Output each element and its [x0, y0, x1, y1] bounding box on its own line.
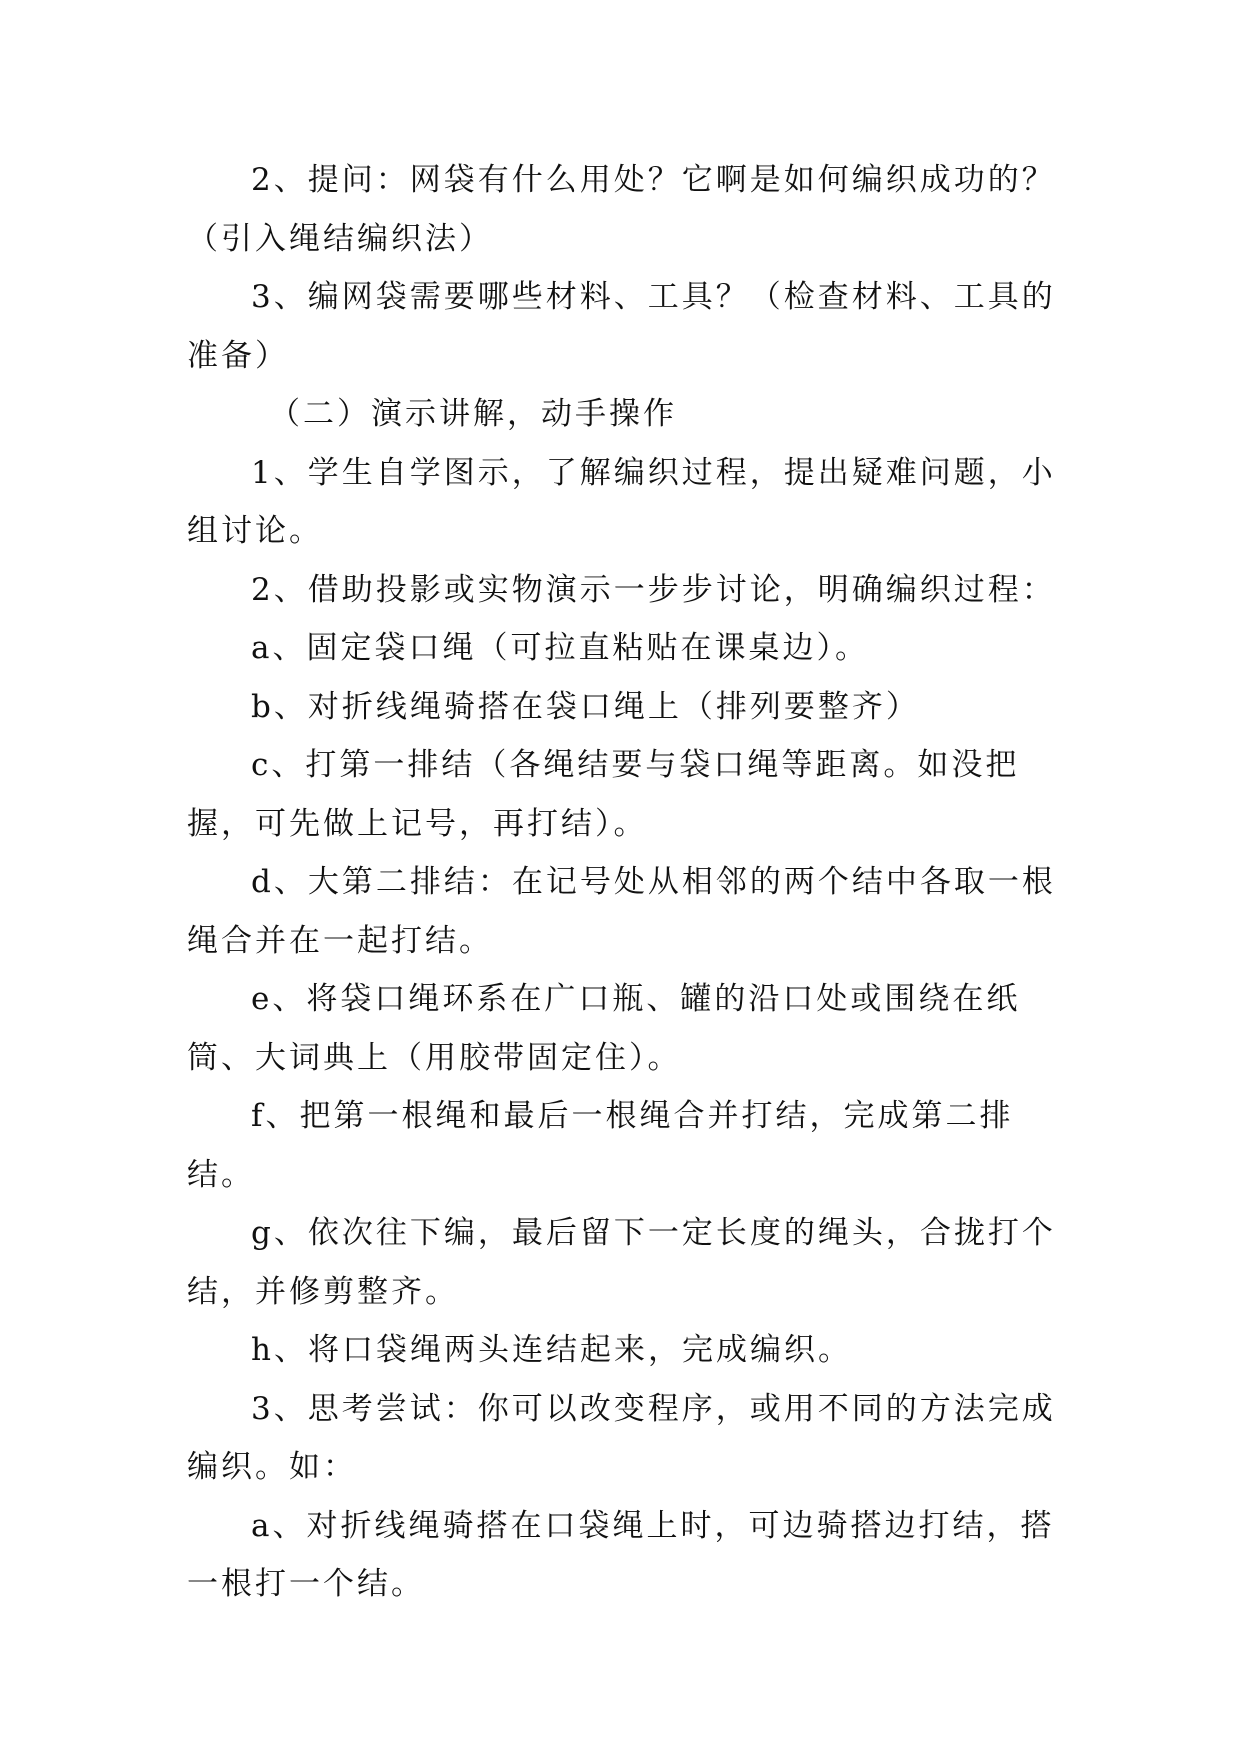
step-a-fix-rope: a、固定袋口绳（可拉直粘贴在课桌边）。 [251, 630, 869, 666]
paragraph-question-net-bag-use: 2、提问：网袋有什么用处？它啊是如何编织成功的？ [251, 162, 1056, 198]
step-f-join-ropes: f、把第一根绳和最后一根绳合并打结，完成第二排结。 [187, 1098, 1014, 1193]
paragraph-materials-tools: 3、编网袋需要哪些材料、工具？（检查材料、工具的准备） [187, 279, 1056, 374]
step-d-second-row-knots: d、大第二排结：在记号处从相邻的两个结中各取一根绳合并在一起打结。 [187, 864, 1056, 959]
step-c-first-row-knots: c、打第一排结（各绳结要与袋口绳等距离。如没把握，可先做上记号，再打结）。 [187, 747, 1020, 842]
section-heading-demonstration: （二）演示讲解，动手操作 [269, 396, 677, 432]
step-b-fold-rope: b、对折线绳骑搭在袋口绳上（排列要整齐） [251, 688, 920, 725]
paragraph-think-and-try: 3、思考尝试：你可以改变程序，或用不同的方法完成编织。如： [187, 1390, 1056, 1485]
step-h-finish-weaving: h、将口袋绳两头连结起来，完成编织。 [251, 1332, 852, 1368]
paragraph-introduce-knot-method: （引入绳结编织法） [187, 220, 493, 257]
paragraph-self-study: 1、学生自学图示，了解编织过程，提出疑难问题，小组讨论。 [187, 454, 1056, 549]
step-g-continue-weaving: g、依次往下编，最后留下一定长度的绳头，合拢打个结，并修剪整齐。 [187, 1215, 1056, 1310]
paragraph-projection-demo: 2、借助投影或实物演示一步步讨论，明确编织过程： [251, 571, 1056, 608]
step-e-loop-rope: e、将袋口绳环系在广口瓶、罐的沿口处或围绕在纸筒、大词典上（用胶带固定住）。 [187, 981, 1021, 1076]
document-body [187, 151, 1067, 1614]
alt-step-a-knot-while-folding: a、对折线绳骑搭在口袋绳上时，可边骑搭边打结，搭一根打一个结。 [187, 1507, 1055, 1602]
